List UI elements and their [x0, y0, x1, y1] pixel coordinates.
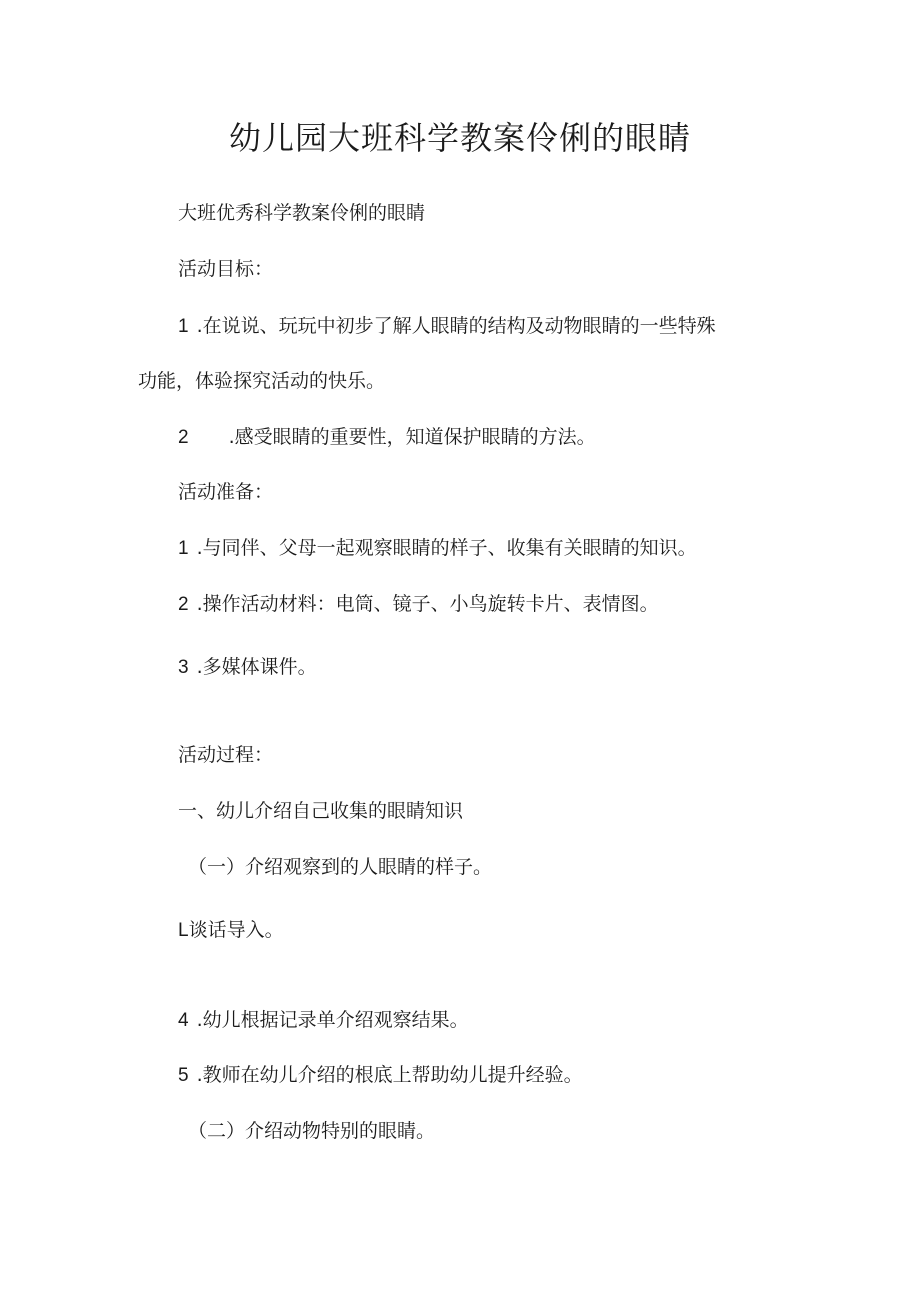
item-5-line — [178, 1063, 583, 1088]
item-4-number: 4 — [178, 1010, 189, 1031]
section-1-heading: 一、幼儿介绍自己收集的眼睛知识 — [178, 800, 464, 822]
item-l-line — [178, 918, 284, 943]
item-5-number: 5 — [178, 1065, 189, 1086]
goal-1-text-a: .在说说、玩玩中初步了解人眼睛的结构及动物眼睛的一些特殊 — [196, 315, 716, 337]
prep-2-line — [178, 592, 659, 617]
prep-3-number: 3 — [178, 657, 189, 678]
prep-heading: 活动准备： — [178, 481, 274, 503]
goal-1-line-a — [178, 314, 716, 339]
goal-2-line — [178, 425, 596, 450]
process-heading: 活动过程： — [178, 744, 274, 766]
item-4-text: .幼儿根据记录单介绍观察结果。 — [196, 1009, 469, 1031]
prep-3-text: .多媒体课件。 — [196, 656, 317, 678]
prep-1-text: .与同伴、父母一起观察眼睛的样子、收集有关眼睛的知识。 — [196, 537, 697, 559]
goals-heading: 活动目标： — [178, 258, 274, 280]
goal-2-number: 2 — [178, 427, 189, 448]
prep-2-number: 2 — [178, 594, 189, 615]
prep-1-line — [178, 536, 697, 561]
prep-3-line — [178, 655, 317, 680]
subsection-1-heading: （一）介绍观察到的人眼睛的样子。 — [188, 856, 493, 878]
item-5-text: .教师在幼儿介绍的根底上帮助幼儿提升经验。 — [196, 1064, 583, 1086]
item-4-line — [178, 1008, 469, 1033]
subsection-2-heading: （二）介绍动物特别的眼睛。 — [188, 1120, 436, 1142]
goal-2-text: .感受眼睛的重要性，知道保护眼睛的方法。 — [228, 426, 596, 448]
prep-2-text: .操作活动材料：电筒、镜子、小鸟旋转卡片、表情图。 — [196, 593, 659, 615]
goal-1-number: 1 — [178, 316, 189, 337]
item-l-number: L — [178, 920, 189, 941]
goal-1-text-b: 功能，体验探究活动的快乐。 — [138, 370, 386, 392]
prep-1-number: 1 — [178, 538, 189, 559]
document-subtitle: 大班优秀科学教案伶俐的眼睛 — [178, 202, 426, 224]
document-title: 幼儿园大班科学教案伶俐的眼睛 — [228, 119, 691, 157]
item-l-text: 谈话导入。 — [188, 919, 284, 941]
